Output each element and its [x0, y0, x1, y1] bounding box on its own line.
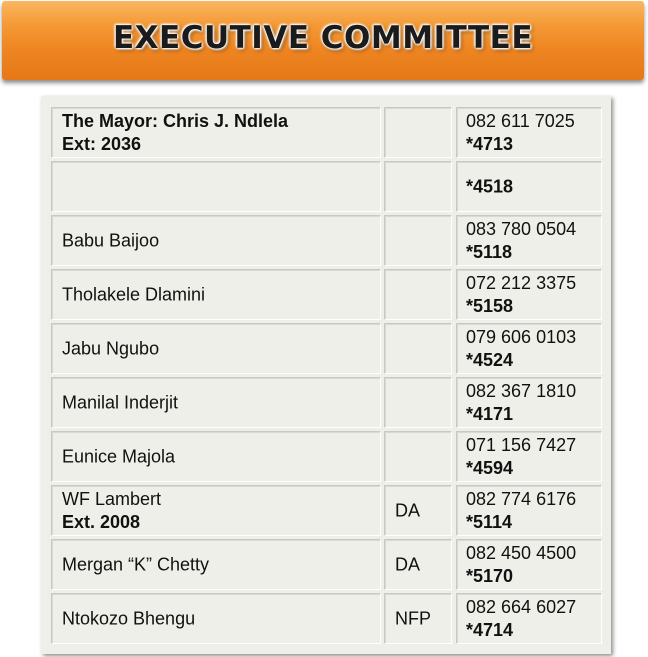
phone-cell: [456, 161, 602, 212]
member-name: Tholakele Dlamini: [62, 284, 206, 304]
phone-extension: *5118: [466, 242, 513, 262]
member-name: Mergan “K” Chetty: [62, 554, 210, 574]
phone-number: 082 664 6027 *4714: [466, 597, 577, 640]
name-cell: [51, 431, 381, 482]
phone-cell: [456, 215, 602, 266]
phone-cell: [456, 269, 602, 320]
member-name: Manilal Inderjit: [62, 392, 179, 412]
party-cell: [384, 161, 452, 212]
phone-extension: *5158: [466, 296, 514, 316]
member-name: Ntokozo Bhengu: [62, 608, 196, 628]
party-cell: [384, 377, 452, 428]
phone-cell: [456, 539, 602, 590]
phone-number: 072 212 3375 *5158: [466, 273, 577, 316]
name-cell: [51, 161, 381, 212]
member-name: The Mayor: Chris J. Ndlela Ext: 2036: [62, 110, 289, 154]
phone-extension: *4518: [466, 176, 514, 196]
phone-number: 082 367 1810 *4171: [466, 381, 577, 424]
party-cell: [384, 107, 452, 158]
phone-cell: [456, 323, 602, 374]
party-cell: [384, 323, 452, 374]
page-title: EXECUTIVE COMMITTEE: [112, 19, 533, 56]
phone-extension: *4714: [466, 620, 514, 640]
phone-extension: *5170: [466, 566, 514, 586]
phone-extension: *4594: [466, 458, 514, 478]
phone-cell: [456, 377, 602, 428]
phone-extension: *4713: [466, 134, 514, 154]
header-banner: [2, 1, 644, 80]
party-cell: [384, 269, 452, 320]
party-label: NFP: [395, 608, 431, 628]
phone-number: 071 156 7427 *4594: [466, 435, 577, 478]
party-cell: [384, 539, 452, 590]
phone-number: 079 606 0103 *4524: [466, 327, 577, 370]
phone-cell: [456, 485, 602, 536]
party-cell: [384, 215, 452, 266]
name-cell: [51, 485, 381, 536]
party-cell: [384, 431, 452, 482]
name-cell: [51, 215, 381, 266]
phone-number: 082 611 7025 *4713: [466, 111, 575, 154]
phone-extension: *5114: [466, 512, 513, 532]
member-extension: Ext. 2008: [62, 511, 141, 532]
party-label: DA: [395, 554, 421, 574]
phone-number: 082 450 4500 *5170: [466, 543, 577, 586]
party-label: DA: [395, 500, 421, 520]
phone-number: 082 774 6176 *5114: [466, 489, 577, 532]
member-name: Jabu Ngubo: [62, 338, 160, 358]
name-cell: [51, 377, 381, 428]
phone-number: 083 780 0504 *5118: [466, 219, 577, 262]
phone-extension: *4171: [466, 404, 514, 424]
phone-cell: [456, 593, 602, 644]
member-name: Babu Baijoo: [62, 230, 160, 250]
phone-cell: [456, 107, 602, 158]
name-cell: [51, 539, 381, 590]
name-cell: [51, 593, 381, 644]
phone-extension: *4524: [466, 350, 514, 370]
committee-table: [41, 96, 611, 654]
member-extension: Ext: 2036: [62, 133, 142, 154]
party-cell: [384, 485, 452, 536]
member-name: Eunice Majola: [62, 446, 176, 466]
party-cell: [384, 593, 452, 644]
member-name: WF Lambert Ext. 2008: [62, 488, 162, 532]
name-cell: [51, 107, 381, 158]
phone-cell: [456, 431, 602, 482]
name-cell: [51, 269, 381, 320]
name-cell: [51, 323, 381, 374]
